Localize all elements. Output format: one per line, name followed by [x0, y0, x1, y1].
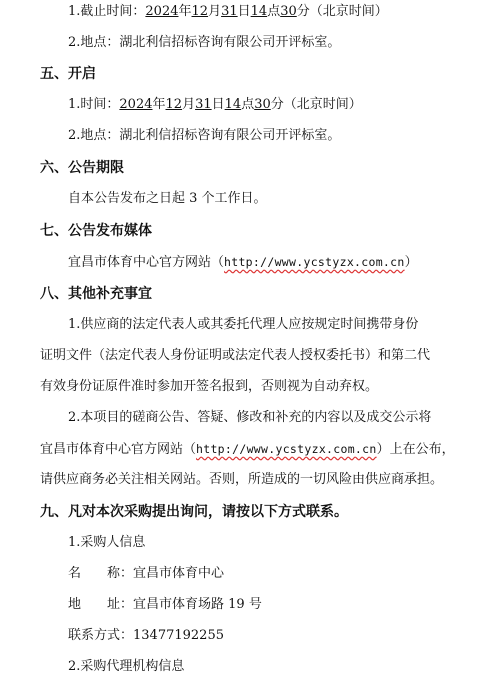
section-5-title: 五、开启 — [40, 66, 96, 82]
opening-location: 2.地点：湖北利信招标咨询有限公司开评标室。 — [68, 128, 341, 143]
deadline-time-line — [68, 2, 388, 22]
buyer-contact-label: 联系方式： — [68, 628, 134, 643]
deadline-month-unit: 月 — [208, 4, 222, 19]
buyer-contact-line — [68, 626, 224, 646]
buyer-name-value: 宜昌市体育中心 — [133, 566, 225, 581]
deadline-minute-unit: 分（北京时间） — [296, 4, 388, 19]
opening-month: 12 — [165, 97, 183, 112]
buyer-name-label: 名 称： — [68, 566, 134, 581]
supplement-p2-line3: 请供应商务必关注相关网站。否则，所造成的一切风险由供应商承担。 — [40, 472, 444, 487]
supplement-p1-line1: 1.供应商的法定代表人或其委托代理人应按规定时间携带身份 — [68, 317, 419, 332]
supplement-p1-line2: 证明文件（法定代表人身份证明或法定代表人授权委托书）和第二代 — [40, 348, 431, 363]
opening-day: 31 — [195, 97, 212, 112]
opening-month-unit: 月 — [182, 97, 196, 112]
section-6-title: 六、公告期限 — [40, 160, 124, 176]
deadline-hour: 14 — [250, 4, 268, 19]
opening-time-line — [68, 95, 362, 115]
supplement-p2-suffix: ）上在公布， — [376, 442, 455, 457]
section-8-title: 八、其他补充事宜 — [40, 286, 152, 302]
deadline-hour-unit: 点 — [267, 4, 281, 19]
agency-info-label: 2.采购代理机构信息 — [68, 659, 185, 674]
section-9-title: 九、凡对本次采购提出询问，请按以下方式联系。 — [40, 504, 348, 520]
deadline-location: 2.地点：湖北利信招标咨询有限公司开评标室。 — [68, 35, 341, 50]
media-url-link[interactable]: http://www.ycstyzx.com.cn — [224, 255, 405, 269]
buyer-info-label: 1.采购人信息 — [68, 535, 146, 550]
deadline-year: 2024 — [145, 4, 179, 19]
buyer-contact-value: 13477192255 — [133, 628, 224, 643]
supplement-url-link[interactable]: http://www.ycstyzx.com.cn — [196, 442, 377, 456]
supplement-p2-line2 — [40, 439, 455, 459]
section-7-title: 七、公告发布媒体 — [40, 223, 152, 239]
media-line — [68, 252, 418, 272]
opening-hour: 14 — [224, 97, 242, 112]
deadline-day: 31 — [221, 4, 238, 19]
buyer-name-line — [68, 564, 224, 584]
opening-hour-unit: 点 — [241, 97, 255, 112]
announcement-period-text: 自本公告发布之日起 3 个工作日。 — [68, 191, 267, 206]
deadline-day-unit: 日 — [237, 4, 251, 19]
media-prefix: 宜昌市体育中心官方网站（ — [68, 255, 225, 270]
opening-minute: 30 — [254, 97, 271, 112]
deadline-time-label: 1.截止时间： — [68, 4, 146, 19]
supplement-p2-line1: 2.本项目的磋商公告、答疑、修改和补充的内容以及成交公示将 — [68, 410, 432, 425]
supplement-p1-line3: 有效身份证原件准时参加开签名报到，否则视为自动弃权。 — [40, 379, 379, 394]
media-suffix: ） — [404, 255, 418, 270]
opening-year: 2024 — [119, 97, 153, 112]
supplement-p2-prefix: 宜昌市体育中心官方网站（ — [40, 442, 197, 457]
opening-day-unit: 日 — [211, 97, 225, 112]
buyer-address-value: 宜昌市体育场路 19 号 — [133, 597, 262, 612]
opening-time-label: 1.时间： — [68, 97, 120, 112]
buyer-address-line — [68, 595, 262, 615]
buyer-address-label: 地 址： — [68, 597, 134, 612]
opening-minute-unit: 分（北京时间） — [270, 97, 362, 112]
deadline-year-unit: 年 — [178, 4, 192, 19]
deadline-month: 12 — [191, 4, 209, 19]
deadline-minute: 30 — [280, 4, 297, 19]
opening-year-unit: 年 — [152, 97, 166, 112]
